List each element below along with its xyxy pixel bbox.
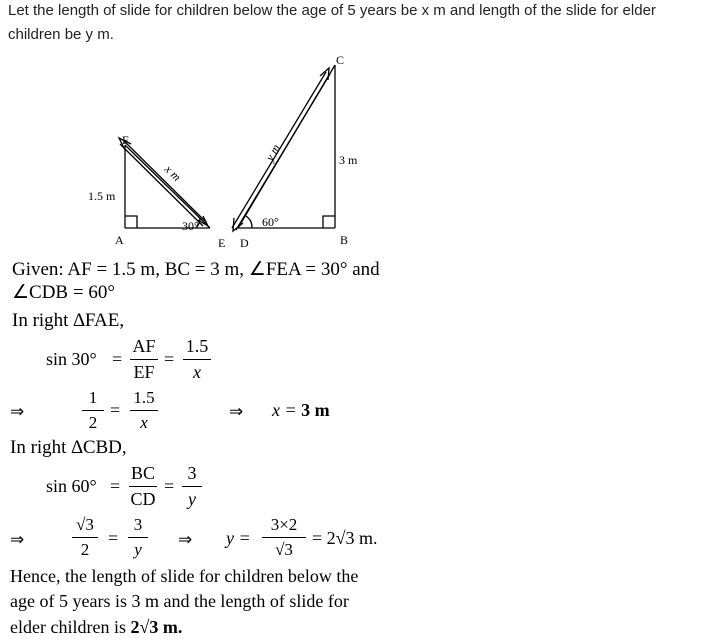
fraction-bar bbox=[128, 537, 148, 538]
fraction-bar bbox=[183, 359, 211, 360]
given-line-1: Given: AF = 1.5 m, BC = 3 m, ∠FEA = 30° and bbox=[12, 259, 380, 280]
side-fe bbox=[125, 145, 210, 228]
fraction-denominator: CD bbox=[130, 489, 156, 509]
intro-line-2: children be y m. bbox=[8, 26, 114, 43]
fraction-denominator: 2 bbox=[88, 413, 98, 432]
label-angle-e: 30° bbox=[182, 219, 199, 233]
label-angle-d: 60° bbox=[262, 215, 279, 229]
cbd-y-result: = 2√3 m. bbox=[312, 528, 378, 548]
fraction-denominator: √3 bbox=[275, 540, 293, 559]
fraction-numerator: AF bbox=[132, 336, 156, 356]
fraction-numerator: 3×2 bbox=[270, 515, 298, 534]
fae-result-lhs: x = bbox=[272, 400, 302, 420]
label-f: F bbox=[122, 133, 129, 147]
label-b: B bbox=[340, 233, 349, 247]
conclusion-line-3 bbox=[10, 617, 182, 638]
cbd-implies-2: ⇒ bbox=[178, 530, 193, 549]
fraction-denominator: 2 bbox=[80, 540, 90, 559]
fae-implies-1: ⇒ bbox=[10, 402, 25, 421]
fae-implies-2: ⇒ bbox=[229, 402, 244, 421]
given-line-2: ∠CDB = 60° bbox=[12, 282, 115, 303]
fae-eq-3: = bbox=[110, 400, 121, 420]
fae-heading: In right ∆FAE, bbox=[12, 310, 125, 331]
fraction-bar bbox=[129, 486, 157, 487]
fraction-bar bbox=[130, 410, 158, 411]
fraction-numerator: 1.5 bbox=[185, 336, 209, 356]
fae-fraction-1-5-x bbox=[183, 336, 211, 383]
label-d: D bbox=[240, 236, 249, 250]
fae-fraction-1-5-x-2 bbox=[130, 388, 158, 433]
label-y-slide: y m bbox=[262, 141, 284, 164]
fae-sin-label: sin 30° bbox=[46, 349, 97, 369]
fraction-bar bbox=[72, 537, 98, 538]
fraction-numerator: 3 bbox=[133, 515, 143, 534]
cbd-heading: In right ∆CBD, bbox=[10, 437, 127, 458]
fraction-numerator: √3 bbox=[76, 515, 94, 534]
cbd-sin-label: sin 60° bbox=[46, 476, 97, 496]
conclusion-line-1: Hence, the length of slide for children below the bbox=[10, 566, 359, 586]
cbd-fraction-bc-cd bbox=[129, 463, 157, 510]
arc-angle-d bbox=[246, 216, 252, 228]
fae-eq-2: = bbox=[164, 349, 175, 369]
fraction-numerator: 1.5 bbox=[133, 388, 155, 407]
label-af-length: 1.5 m bbox=[88, 189, 116, 203]
fae-result bbox=[272, 400, 330, 421]
label-x-slide: x m bbox=[161, 162, 184, 184]
label-e: E bbox=[218, 236, 226, 250]
right-angle-a bbox=[125, 216, 137, 228]
fraction-bar bbox=[182, 486, 202, 487]
fraction-denominator: x bbox=[140, 413, 148, 432]
fraction-numerator: BC bbox=[130, 463, 155, 483]
fraction-bar bbox=[82, 410, 104, 411]
cbd-fraction-6-root3 bbox=[262, 515, 306, 560]
cbd-fraction-3-y bbox=[182, 463, 202, 510]
triangle-fae bbox=[125, 145, 210, 228]
cbd-fraction-root3-2 bbox=[72, 515, 98, 560]
fraction-denominator: y bbox=[188, 489, 196, 509]
fraction-denominator: EF bbox=[133, 362, 155, 382]
conclusion-answer: 2√3 m. bbox=[130, 617, 183, 637]
conclusion-line-3-prefix: elder children is bbox=[10, 617, 131, 637]
label-c: C bbox=[336, 53, 345, 67]
cbd-fraction-3-y-2 bbox=[128, 515, 148, 560]
intro-line-1: Let the length of slide for children below the age of 5 years be x m and length of the slide for elder bbox=[8, 2, 656, 19]
fraction-numerator: 1 bbox=[88, 388, 98, 407]
label-a: A bbox=[115, 233, 124, 247]
fraction-numerator: 3 bbox=[187, 463, 197, 483]
fraction-bar bbox=[130, 359, 158, 360]
cbd-eq-3: = bbox=[108, 528, 119, 548]
fraction-denominator: x bbox=[193, 362, 201, 382]
fae-eq-1: = bbox=[112, 349, 123, 369]
slides-figure bbox=[0, 50, 703, 255]
right-angle-b bbox=[323, 216, 335, 228]
cbd-eq-1: = bbox=[110, 476, 121, 496]
fraction-denominator: y bbox=[134, 540, 142, 559]
fae-fraction-half bbox=[82, 388, 104, 433]
label-bc-length: 3 m bbox=[339, 153, 358, 167]
cbd-implies-1: ⇒ bbox=[10, 530, 25, 549]
cbd-eq-2: = bbox=[164, 476, 175, 496]
conclusion-line-2: age of 5 years is 3 m and the length of slide for bbox=[10, 591, 349, 611]
cbd-y-lhs: y = bbox=[226, 528, 251, 548]
fae-fraction-af-ef bbox=[130, 336, 158, 383]
fraction-bar bbox=[262, 537, 306, 538]
fae-result-value: 3 m bbox=[301, 400, 330, 420]
